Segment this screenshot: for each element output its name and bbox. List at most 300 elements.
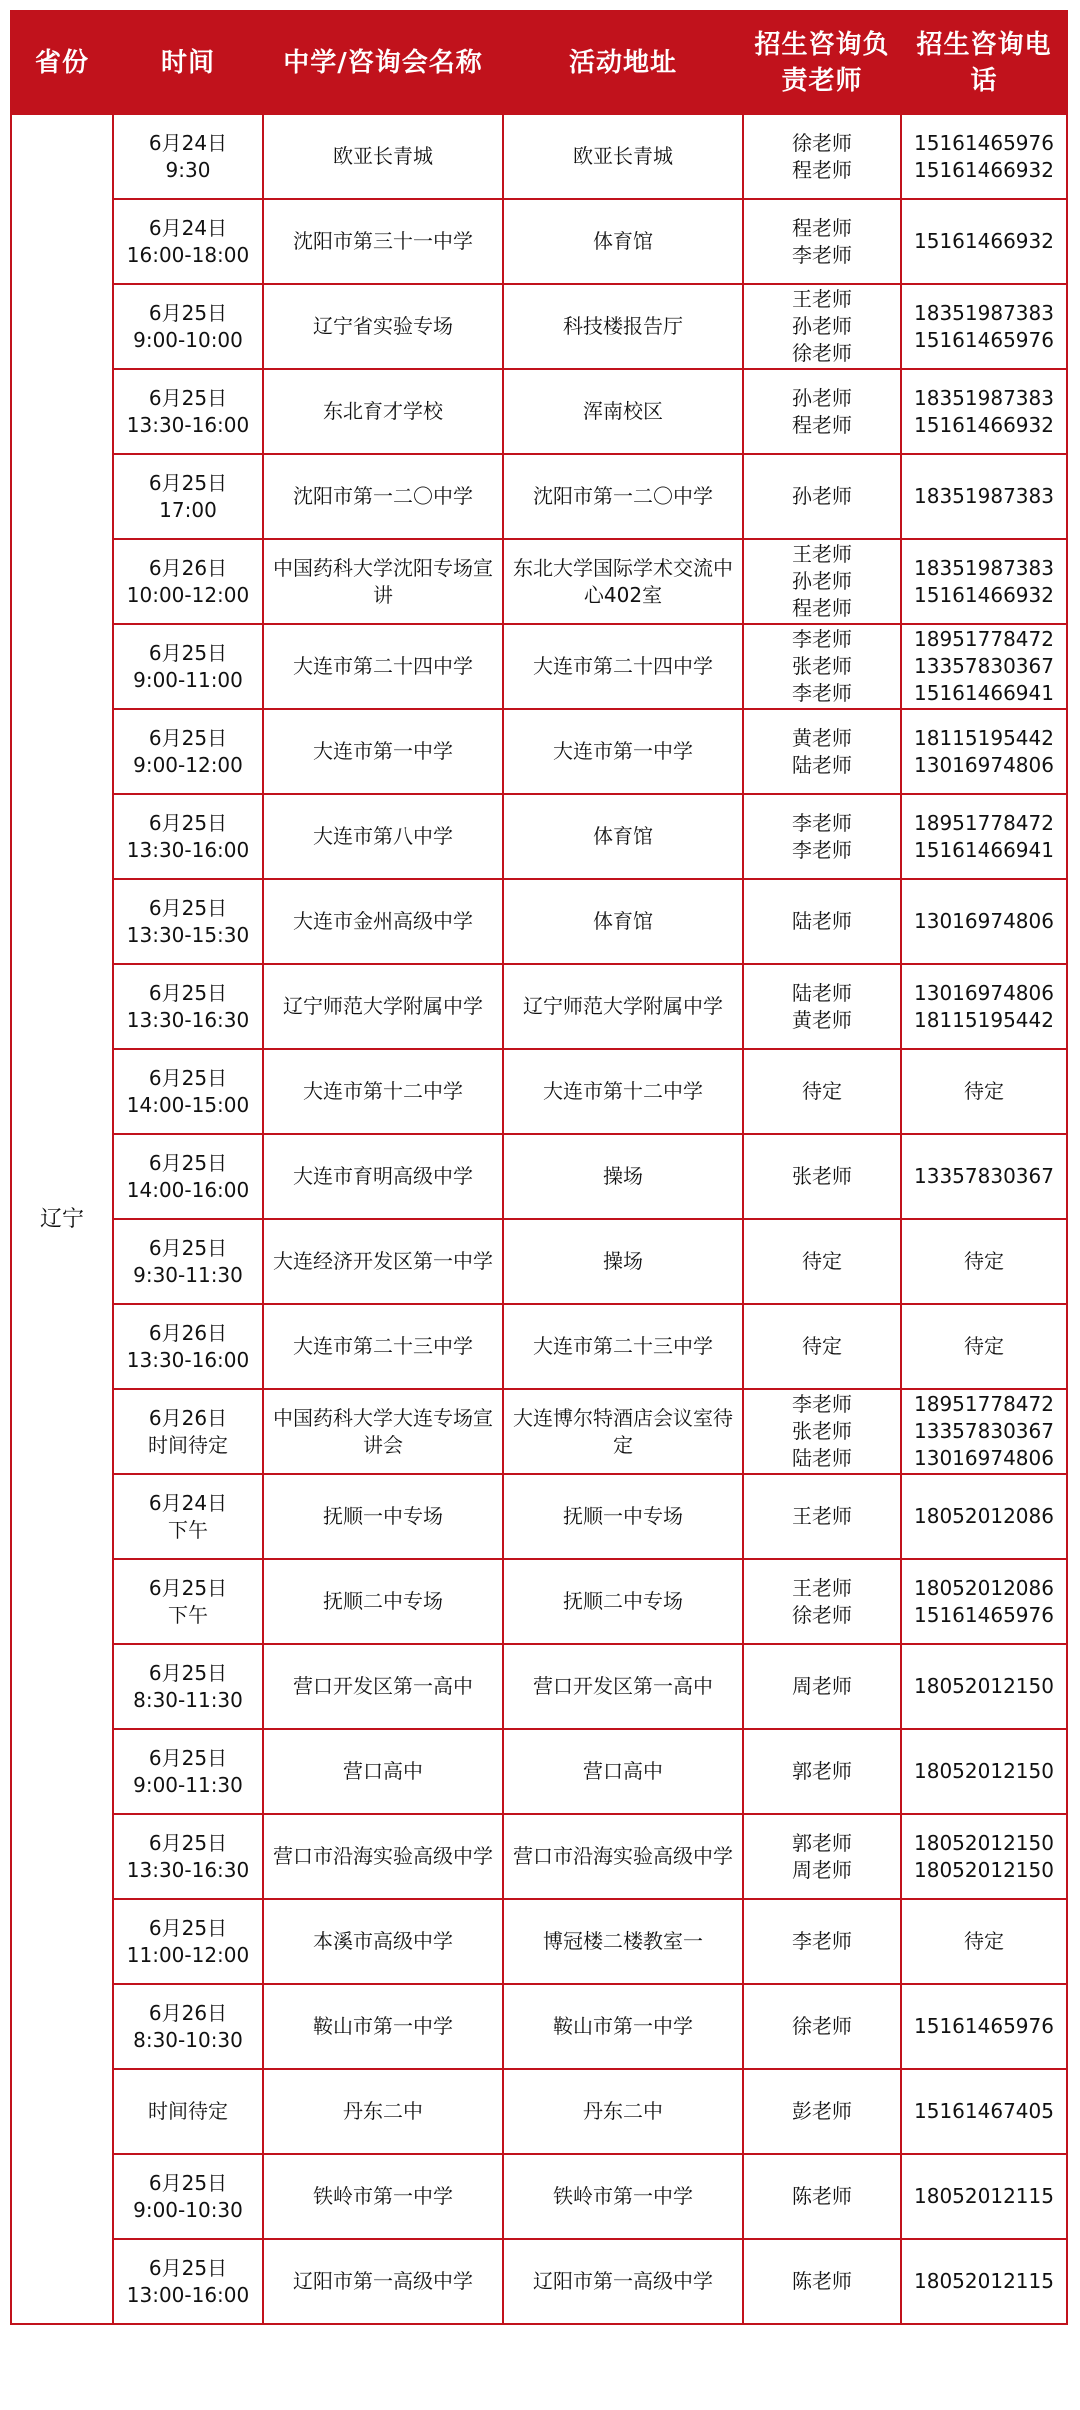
time-cell [113, 369, 263, 454]
teacher-name: 黄老师 [792, 725, 852, 750]
phone-cell [901, 2154, 1067, 2239]
phone-number[interactable]: 18052012150 [914, 1830, 1054, 1855]
address-cell: 营口开发区第一高中 [503, 1644, 743, 1729]
time-cell [113, 2239, 263, 2324]
address-cell: 营口高中 [503, 1729, 743, 1814]
table-row [11, 1219, 1067, 1304]
address-cell: 营口市沿海实验高级中学 [503, 1814, 743, 1899]
phone-number[interactable]: 15161466941 [914, 837, 1054, 862]
phone-number[interactable]: 18052012150 [914, 1857, 1054, 1882]
teacher-name: 李老师 [792, 837, 852, 862]
phone-cell [901, 454, 1067, 539]
phone-number[interactable]: 18351987383 [914, 300, 1054, 325]
teacher-name: 王老师 [792, 1504, 852, 1528]
event-time: 13:30-16:30 [126, 1007, 250, 1032]
teacher-cell [743, 1134, 901, 1219]
school-name-cell: 大连市第二十四中学 [263, 624, 503, 709]
address-cell: 体育馆 [503, 879, 743, 964]
phone-number[interactable]: 15161465976 [914, 1602, 1054, 1627]
phone-number[interactable]: 待定 [964, 1334, 1004, 1358]
teacher-cell [743, 2069, 901, 2154]
event-date: 6月24日 [148, 215, 228, 240]
phone-number[interactable]: 18052012086 [914, 1575, 1054, 1600]
header-phone: 招生咨询电话 [901, 11, 1067, 114]
phone-cell [901, 539, 1067, 624]
address-cell: 大连市第十二中学 [503, 1049, 743, 1134]
event-time: 13:30-16:00 [126, 412, 250, 437]
time-cell [113, 1644, 263, 1729]
phone-number[interactable]: 待定 [964, 1249, 1004, 1273]
phone-cell [901, 2239, 1067, 2324]
table-row [11, 1389, 1067, 1474]
table-body [11, 114, 1067, 2324]
schedule-sheet [10, 10, 1066, 2390]
phone-number[interactable]: 15161466932 [914, 582, 1054, 607]
teacher-name: 陆老师 [792, 909, 852, 933]
event-time: 13:30-16:30 [126, 1857, 250, 1882]
table-row [11, 2069, 1067, 2154]
time-cell [113, 709, 263, 794]
table-row [11, 2154, 1067, 2239]
teacher-cell [743, 539, 901, 624]
school-name-cell: 大连市金州高级中学 [263, 879, 503, 964]
phone-cell [901, 1729, 1067, 1814]
school-name-cell: 大连市育明高级中学 [263, 1134, 503, 1219]
teacher-name: 待定 [802, 1249, 842, 1273]
teacher-name: 陆老师 [792, 752, 852, 777]
phone-number[interactable]: 18115195442 [914, 1007, 1054, 1032]
phone-number[interactable]: 13357830367 [914, 654, 1054, 678]
teacher-name: 程老师 [792, 157, 852, 182]
time-cell [113, 1049, 263, 1134]
address-cell: 辽宁师范大学附属中学 [503, 964, 743, 1049]
event-time: 下午 [168, 1602, 208, 1627]
teacher-cell [743, 879, 901, 964]
teacher-name: 王老师 [792, 287, 852, 311]
school-name-cell: 鞍山市第一中学 [263, 1984, 503, 2069]
header-school-name: 中学/咨询会名称 [263, 11, 503, 114]
school-name-cell: 沈阳市第一二〇中学 [263, 454, 503, 539]
address-cell: 体育馆 [503, 794, 743, 879]
event-date: 6月25日 [148, 1235, 228, 1260]
school-name-cell: 丹东二中 [263, 2069, 503, 2154]
event-time: 14:00-15:00 [126, 1092, 250, 1117]
phone-cell [901, 879, 1067, 964]
school-name-cell: 营口开发区第一高中 [263, 1644, 503, 1729]
event-time: 9:00-11:00 [133, 667, 243, 692]
school-name-cell: 营口高中 [263, 1729, 503, 1814]
address-cell: 欧亚长青城 [503, 114, 743, 199]
event-time: 17:00 [159, 497, 217, 522]
event-time: 时间待定 [148, 1432, 228, 1457]
time-cell [113, 879, 263, 964]
teacher-name: 张老师 [792, 1419, 852, 1443]
time-cell [113, 2154, 263, 2239]
event-date: 6月25日 [148, 2255, 228, 2280]
school-name-cell: 抚顺二中专场 [263, 1559, 503, 1644]
teacher-cell [743, 709, 901, 794]
address-cell: 抚顺二中专场 [503, 1559, 743, 1644]
teacher-cell [743, 2154, 901, 2239]
phone-number[interactable]: 18351987383 [914, 385, 1054, 410]
teacher-name: 孙老师 [792, 569, 852, 593]
table-row [11, 284, 1067, 369]
teacher-cell [743, 199, 901, 284]
phone-number[interactable]: 18951778472 [914, 627, 1054, 651]
teacher-name: 程老师 [792, 215, 852, 240]
phone-number[interactable]: 18951778472 [914, 1392, 1054, 1416]
teacher-cell [743, 284, 901, 369]
teacher-name: 陆老师 [792, 980, 852, 1005]
event-date: 6月25日 [148, 300, 228, 325]
teacher-name: 孙老师 [792, 314, 852, 338]
event-date: 6月24日 [148, 130, 228, 155]
school-name-cell: 大连市第二十三中学 [263, 1304, 503, 1389]
teacher-cell [743, 1304, 901, 1389]
phone-number[interactable]: 15161466932 [914, 412, 1054, 437]
phone-cell [901, 1219, 1067, 1304]
time-cell [113, 199, 263, 284]
teacher-cell [743, 1814, 901, 1899]
phone-cell [901, 1389, 1067, 1474]
event-date: 6月25日 [148, 1660, 228, 1685]
table-row [11, 114, 1067, 199]
phone-number[interactable]: 13016974806 [914, 752, 1054, 777]
school-name-cell: 沈阳市第三十一中学 [263, 199, 503, 284]
table-row [11, 1134, 1067, 1219]
teacher-name: 王老师 [792, 1575, 852, 1600]
event-time: 9:00-10:00 [133, 327, 243, 352]
teacher-name: 陈老师 [792, 2184, 852, 2208]
time-cell [113, 1474, 263, 1559]
phone-number[interactable]: 18351987383 [914, 484, 1054, 508]
school-name-cell: 铁岭市第一中学 [263, 2154, 503, 2239]
teacher-name: 孙老师 [792, 385, 852, 410]
time-cell [113, 1814, 263, 1899]
table-row [11, 539, 1067, 624]
school-name-cell: 大连市第十二中学 [263, 1049, 503, 1134]
event-time: 10:00-12:00 [126, 582, 250, 607]
teacher-name: 李老师 [792, 242, 852, 267]
event-time: 时间待定 [148, 2099, 228, 2123]
time-cell [113, 284, 263, 369]
teacher-name: 李老师 [792, 681, 852, 705]
teacher-name: 徐老师 [792, 341, 852, 365]
event-date: 6月25日 [148, 1830, 228, 1855]
school-name-cell: 抚顺一中专场 [263, 1474, 503, 1559]
schedule-table [10, 10, 1068, 2325]
table-row [11, 794, 1067, 879]
phone-number[interactable]: 15161465976 [914, 2014, 1054, 2038]
school-name-cell: 辽宁省实验专场 [263, 284, 503, 369]
event-time: 13:30-16:00 [126, 837, 250, 862]
phone-number[interactable]: 18052012150 [914, 1674, 1054, 1698]
teacher-cell [743, 1899, 901, 1984]
teacher-name: 郭老师 [792, 1830, 852, 1855]
phone-number[interactable]: 18351987383 [914, 555, 1054, 580]
time-cell [113, 1899, 263, 1984]
address-cell: 铁岭市第一中学 [503, 2154, 743, 2239]
address-cell: 大连市第二十三中学 [503, 1304, 743, 1389]
phone-number[interactable]: 13357830367 [914, 1419, 1054, 1443]
teacher-name: 张老师 [792, 1164, 852, 1188]
province-cell: 辽宁 [11, 114, 113, 2324]
phone-cell [901, 1474, 1067, 1559]
event-time: 13:30-15:30 [126, 922, 250, 947]
time-cell [113, 1219, 263, 1304]
phone-number[interactable]: 18951778472 [914, 810, 1054, 835]
phone-cell [901, 1644, 1067, 1729]
time-cell [113, 1389, 263, 1474]
table-row [11, 1049, 1067, 1134]
address-cell: 抚顺一中专场 [503, 1474, 743, 1559]
event-time: 8:30-10:30 [133, 2027, 243, 2052]
phone-number[interactable]: 待定 [964, 1929, 1004, 1953]
phone-cell [901, 1304, 1067, 1389]
table-header [11, 11, 1067, 114]
teacher-name: 程老师 [792, 412, 852, 437]
table-row [11, 1644, 1067, 1729]
address-cell: 博冠楼二楼教室一 [503, 1899, 743, 1984]
event-date: 6月25日 [148, 725, 228, 750]
teacher-name: 孙老师 [792, 484, 852, 508]
event-time: 下午 [168, 1517, 208, 1542]
event-date: 6月26日 [148, 2000, 228, 2025]
teacher-cell [743, 454, 901, 539]
teacher-cell [743, 1389, 901, 1474]
phone-cell [901, 1899, 1067, 1984]
address-cell: 东北大学国际学术交流中心402室 [503, 539, 743, 624]
address-cell: 大连博尔特酒店会议室待定 [503, 1389, 743, 1474]
address-cell: 操场 [503, 1219, 743, 1304]
teacher-cell [743, 964, 901, 1049]
address-cell: 大连市第一中学 [503, 709, 743, 794]
table-row [11, 199, 1067, 284]
teacher-name: 张老师 [792, 654, 852, 678]
event-date: 6月25日 [148, 1915, 228, 1940]
phone-number[interactable]: 13016974806 [914, 1446, 1054, 1470]
event-date: 6月25日 [148, 640, 228, 665]
teacher-name: 徐老师 [792, 2014, 852, 2038]
teacher-cell [743, 1474, 901, 1559]
phone-cell [901, 369, 1067, 454]
teacher-name: 程老师 [792, 596, 852, 620]
phone-cell [901, 624, 1067, 709]
header-teacher: 招生咨询负责老师 [743, 11, 901, 114]
teacher-name: 陆老师 [792, 1446, 852, 1470]
event-date: 6月26日 [148, 1320, 228, 1345]
phone-cell [901, 794, 1067, 879]
teacher-name: 彭老师 [792, 2099, 852, 2123]
table-row [11, 1729, 1067, 1814]
school-name-cell: 欧亚长青城 [263, 114, 503, 199]
table-row [11, 709, 1067, 794]
phone-cell [901, 199, 1067, 284]
table-row [11, 369, 1067, 454]
time-cell [113, 1984, 263, 2069]
school-name-cell: 中国药科大学沈阳专场宣讲 [263, 539, 503, 624]
phone-cell [901, 1559, 1067, 1644]
phone-number[interactable]: 13016974806 [914, 909, 1054, 933]
teacher-cell [743, 1219, 901, 1304]
event-date: 6月25日 [148, 1745, 228, 1770]
teacher-name: 李老师 [792, 1392, 852, 1416]
phone-number[interactable]: 15161467405 [914, 2099, 1054, 2123]
time-cell [113, 1559, 263, 1644]
event-date: 6月26日 [148, 555, 228, 580]
teacher-name: 李老师 [792, 810, 852, 835]
header-province: 省份 [11, 11, 113, 114]
event-time: 16:00-18:00 [126, 242, 250, 267]
teacher-cell [743, 1559, 901, 1644]
school-name-cell: 中国药科大学大连专场宣讲会 [263, 1389, 503, 1474]
event-date: 6月25日 [148, 1065, 228, 1090]
header-address: 活动地址 [503, 11, 743, 114]
time-cell [113, 964, 263, 1049]
phone-number[interactable]: 15161466941 [914, 681, 1054, 705]
time-cell [113, 114, 263, 199]
phone-number[interactable]: 15161465976 [914, 130, 1054, 155]
time-cell [113, 1729, 263, 1814]
teacher-name: 周老师 [792, 1857, 852, 1882]
table-row [11, 1304, 1067, 1389]
phone-number[interactable]: 18052012115 [914, 2269, 1054, 2293]
teacher-cell [743, 1644, 901, 1729]
address-cell: 辽阳市第一高级中学 [503, 2239, 743, 2324]
teacher-name: 李老师 [792, 627, 852, 651]
school-name-cell: 辽阳市第一高级中学 [263, 2239, 503, 2324]
teacher-cell [743, 369, 901, 454]
table-row [11, 454, 1067, 539]
phone-number[interactable]: 18052012086 [914, 1504, 1054, 1528]
header-time: 时间 [113, 11, 263, 114]
phone-cell [901, 284, 1067, 369]
teacher-cell [743, 624, 901, 709]
event-date: 6月25日 [148, 895, 228, 920]
phone-number[interactable]: 15161466932 [914, 229, 1054, 253]
teacher-cell [743, 794, 901, 879]
time-cell [113, 2069, 263, 2154]
event-time: 9:30-11:30 [133, 1262, 243, 1287]
school-name-cell: 本溪市高级中学 [263, 1899, 503, 1984]
header-row [11, 11, 1067, 114]
event-date: 6月24日 [148, 1490, 228, 1515]
teacher-cell [743, 1984, 901, 2069]
address-cell: 大连市第二十四中学 [503, 624, 743, 709]
event-time: 9:00-10:30 [133, 2197, 243, 2222]
teacher-name: 黄老师 [792, 1007, 852, 1032]
school-name-cell: 大连市第八中学 [263, 794, 503, 879]
school-name-cell: 辽宁师范大学附属中学 [263, 964, 503, 1049]
event-time: 9:30 [165, 157, 211, 182]
table-row [11, 879, 1067, 964]
school-name-cell: 东北育才学校 [263, 369, 503, 454]
phone-number[interactable]: 15161465976 [914, 327, 1054, 352]
phone-number[interactable]: 13357830367 [914, 1164, 1054, 1188]
event-time: 14:00-16:00 [126, 1177, 250, 1202]
phone-cell [901, 1134, 1067, 1219]
phone-cell [901, 964, 1067, 1049]
time-cell [113, 454, 263, 539]
address-cell: 丹东二中 [503, 2069, 743, 2154]
phone-cell [901, 114, 1067, 199]
event-date: 6月26日 [148, 1405, 228, 1430]
phone-number[interactable]: 13016974806 [914, 980, 1054, 1005]
table-row [11, 1814, 1067, 1899]
teacher-name: 王老师 [792, 542, 852, 566]
table-row [11, 964, 1067, 1049]
table-row [11, 2239, 1067, 2324]
school-name-cell: 大连经济开发区第一中学 [263, 1219, 503, 1304]
event-time: 9:00-11:30 [133, 1772, 243, 1797]
teacher-cell [743, 1729, 901, 1814]
teacher-name: 陈老师 [792, 2269, 852, 2293]
phone-number[interactable]: 15161466932 [914, 157, 1054, 182]
event-date: 6月25日 [148, 1575, 228, 1600]
table-row [11, 1899, 1067, 1984]
time-cell [113, 624, 263, 709]
school-name-cell: 大连市第一中学 [263, 709, 503, 794]
address-cell: 科技楼报告厅 [503, 284, 743, 369]
event-time: 11:00-12:00 [126, 1942, 250, 1967]
event-time: 8:30-11:30 [133, 1687, 243, 1712]
teacher-name: 待定 [802, 1079, 842, 1103]
teacher-cell [743, 114, 901, 199]
address-cell: 沈阳市第一二〇中学 [503, 454, 743, 539]
teacher-name: 李老师 [792, 1929, 852, 1953]
teacher-cell [743, 1049, 901, 1134]
table-row [11, 624, 1067, 709]
address-cell: 体育馆 [503, 199, 743, 284]
event-date: 6月25日 [148, 810, 228, 835]
event-date: 6月25日 [148, 470, 228, 495]
time-cell [113, 1304, 263, 1389]
table-row [11, 1559, 1067, 1644]
phone-cell [901, 1984, 1067, 2069]
school-name-cell: 营口市沿海实验高级中学 [263, 1814, 503, 1899]
phone-number[interactable]: 18052012150 [914, 1759, 1054, 1783]
phone-cell [901, 709, 1067, 794]
teacher-name: 待定 [802, 1334, 842, 1358]
phone-cell [901, 1814, 1067, 1899]
event-time: 13:30-16:00 [126, 1347, 250, 1372]
table-row [11, 1984, 1067, 2069]
time-cell [113, 1134, 263, 1219]
address-cell: 浑南校区 [503, 369, 743, 454]
teacher-cell [743, 2239, 901, 2324]
event-date: 6月25日 [148, 1150, 228, 1175]
event-time: 13:00-16:00 [126, 2282, 250, 2307]
time-cell [113, 794, 263, 879]
address-cell: 鞍山市第一中学 [503, 1984, 743, 2069]
phone-cell [901, 2069, 1067, 2154]
address-cell: 操场 [503, 1134, 743, 1219]
time-cell [113, 539, 263, 624]
event-date: 6月25日 [148, 2170, 228, 2195]
phone-number[interactable]: 18115195442 [914, 725, 1054, 750]
teacher-name: 徐老师 [792, 1602, 852, 1627]
table-row [11, 1474, 1067, 1559]
teacher-name: 周老师 [792, 1674, 852, 1698]
teacher-name: 郭老师 [792, 1759, 852, 1783]
phone-number[interactable]: 待定 [964, 1079, 1004, 1103]
teacher-name: 徐老师 [792, 130, 852, 155]
event-date: 6月25日 [148, 385, 228, 410]
event-date: 6月25日 [148, 980, 228, 1005]
event-time: 9:00-12:00 [133, 752, 243, 777]
phone-cell [901, 1049, 1067, 1134]
phone-number[interactable]: 18052012115 [914, 2184, 1054, 2208]
